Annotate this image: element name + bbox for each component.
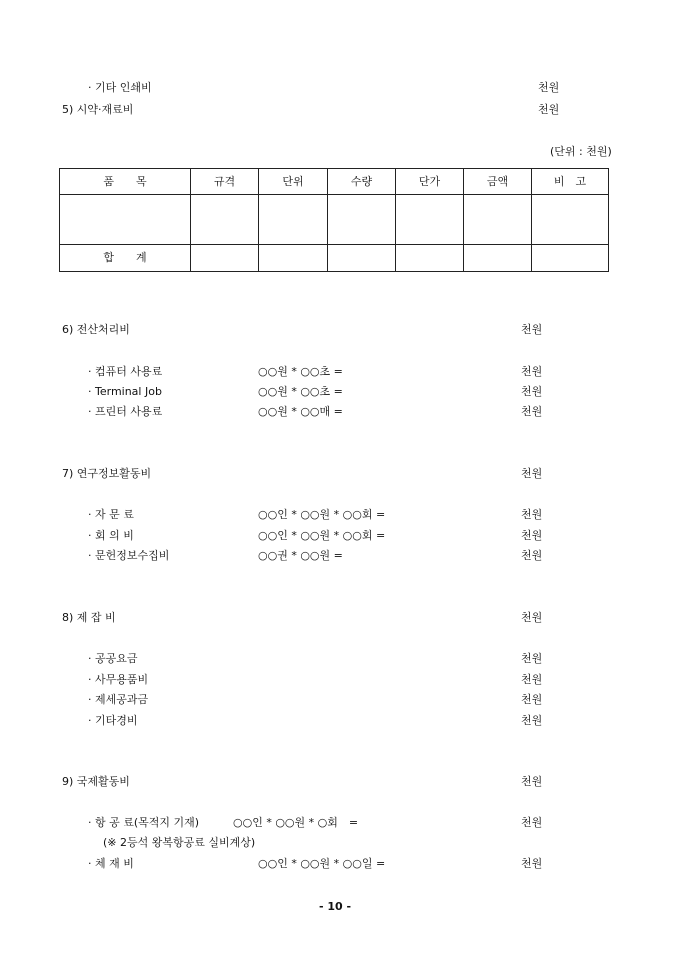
table-total-row xyxy=(60,245,609,272)
list-item-amount: 천원 xyxy=(521,508,543,521)
list-item-label: · 컴퓨터 사용료 xyxy=(88,365,163,378)
stay-label: · 체 재 비 xyxy=(88,857,134,870)
header-amount: 금액 xyxy=(464,169,532,195)
stay-formula: ○○인 * ○○원 * ○○일 = xyxy=(258,857,386,870)
page-number: - 10 - xyxy=(319,900,352,913)
table-cell[interactable] xyxy=(396,195,464,245)
header-remarks: 비 고 xyxy=(532,169,609,195)
header-item: 품 목 xyxy=(60,169,191,195)
list-item-amount: 천원 xyxy=(521,549,543,562)
other-printing-amount: 천원 xyxy=(538,81,560,94)
table-cell[interactable] xyxy=(532,195,609,245)
table-row xyxy=(60,195,609,245)
list-item-amount: 천원 xyxy=(521,365,543,378)
table-cell[interactable] xyxy=(464,195,532,245)
list-item-label: · 제세공과금 xyxy=(88,693,149,706)
table-cell[interactable] xyxy=(396,245,464,272)
total-label: 합 계 xyxy=(60,245,191,272)
section7-title: 7) 연구정보활동비 xyxy=(62,467,152,480)
list-item-amount: 천원 xyxy=(521,652,543,665)
table-cell[interactable] xyxy=(259,195,328,245)
airfare-note: (※ 2등석 왕복항공료 실비계상) xyxy=(103,836,256,849)
list-item-formula: ○○권 * ○○원 = xyxy=(258,549,343,562)
section9-title: 9) 국제활동비 xyxy=(62,775,130,788)
table-unit-note: (단위 : 천원) xyxy=(550,145,612,158)
section9-amount: 천원 xyxy=(521,775,543,788)
airfare-amount: 천원 xyxy=(521,816,543,829)
table-cell[interactable] xyxy=(328,195,396,245)
table-cell[interactable] xyxy=(328,245,396,272)
stay-amount: 천원 xyxy=(521,857,543,870)
airfare-formula: ○○인 * ○○원 * ○회 = xyxy=(233,816,359,829)
section8-title: 8) 제 잡 비 xyxy=(62,611,116,624)
list-item-amount: 천원 xyxy=(521,714,543,727)
header-unit-price: 단가 xyxy=(396,169,464,195)
cost-table xyxy=(59,168,609,272)
list-item-label: · Terminal Job xyxy=(88,385,162,398)
header-quantity: 수량 xyxy=(328,169,396,195)
section8-amount: 천원 xyxy=(521,611,543,624)
list-item-amount: 천원 xyxy=(521,385,543,398)
header-unit: 단위 xyxy=(259,169,328,195)
list-item-label: · 프린터 사용료 xyxy=(88,405,163,418)
list-item-label: · 회 의 비 xyxy=(88,529,134,542)
table-header-row xyxy=(60,169,609,195)
section7-amount: 천원 xyxy=(521,467,543,480)
reagents-amount: 천원 xyxy=(538,103,560,116)
table-cell[interactable] xyxy=(532,245,609,272)
list-item-amount: 천원 xyxy=(521,693,543,706)
other-printing-label: · 기타 인쇄비 xyxy=(88,81,152,94)
airfare-label: · 항 공 료(목적지 기재) xyxy=(88,816,200,829)
list-item-label: · 기타경비 xyxy=(88,714,138,727)
list-item-label: · 공공요금 xyxy=(88,652,138,665)
list-item-amount: 천원 xyxy=(521,405,543,418)
list-item-label: · 문헌정보수집비 xyxy=(88,549,170,562)
list-item-formula: ○○원 * ○○매 = xyxy=(258,405,343,418)
list-item-amount: 천원 xyxy=(521,673,543,686)
table-cell[interactable] xyxy=(259,245,328,272)
list-item-amount: 천원 xyxy=(521,529,543,542)
section6-title: 6) 전산처리비 xyxy=(62,323,130,336)
table-cell[interactable] xyxy=(191,245,259,272)
table-cell[interactable] xyxy=(60,195,191,245)
list-item-formula: ○○원 * ○○초 = xyxy=(258,385,343,398)
header-spec: 규격 xyxy=(191,169,259,195)
list-item-formula: ○○원 * ○○초 = xyxy=(258,365,343,378)
reagents-title: 5) 시약·재료비 xyxy=(62,103,134,116)
section6-amount: 천원 xyxy=(521,323,543,336)
list-item-label: · 사무용품비 xyxy=(88,673,149,686)
table-cell[interactable] xyxy=(191,195,259,245)
table-cell[interactable] xyxy=(464,245,532,272)
list-item-formula: ○○인 * ○○원 * ○○회 = xyxy=(258,529,386,542)
list-item-label: · 자 문 료 xyxy=(88,508,134,521)
list-item-formula: ○○인 * ○○원 * ○○회 = xyxy=(258,508,386,521)
